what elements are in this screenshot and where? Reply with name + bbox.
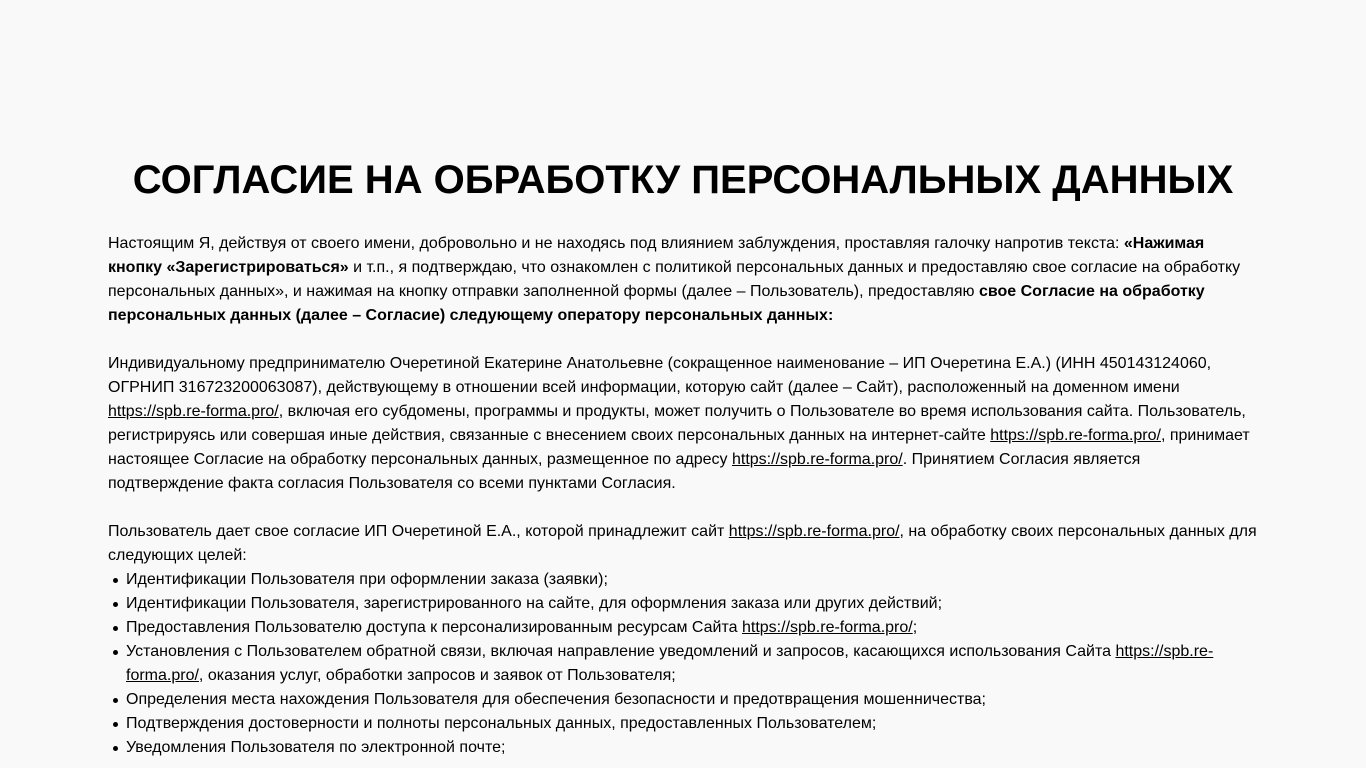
purposes-intro-paragraph: [108, 520, 1260, 568]
list-item-text: Установления с Пользователем обратной связи, включая направление уведомлений и запросов, касающихся использования Сайта: [126, 643, 1116, 660]
list-item-text: ;: [912, 619, 918, 636]
intro-bold-2: свое Согласие на обработку персональных данных (далее – Согласие) следующему оператору персональных данных:: [108, 283, 1205, 324]
operator-text-2: , включая его субдомены, программы и продукты, может получить о Пользователе во время использования сайта. Пользователь, регистрируясь или совершая иные действия, связанные с внесением своих персональных данных на интернет-сайте: [108, 403, 1246, 444]
operator-paragraph: [108, 352, 1260, 496]
intro-text-2: и т.п., я подтверждаю, что ознакомлен с политикой персональных данных и предоставляю свое согласие на обработку персональных данных», и нажимая на кнопку отправки заполненной формы (далее – Пользователь), предоставляю: [108, 259, 1241, 300]
purposes-intro-text-1: Пользователь дает свое согласие ИП Очеретиной Е.А., которой принадлежит сайт: [108, 523, 729, 540]
list-item-text: , оказания услуг, обработки запросов и заявок от Пользователя;: [198, 667, 676, 684]
purposes-intro-text-2: , на обработку своих персональных данных для следующих целей:: [108, 523, 1257, 564]
site-link[interactable]: https://spb.re-forma.pro/: [126, 643, 1214, 684]
intro-text-1: Настоящим Я, действуя от своего имени, добровольно и не находясь под влиянием заблуждения, проставляя галочку напротив текста:: [108, 235, 1124, 252]
list-item: Идентификации Пользователя, зарегистрированного на сайте, для оформления заказа или других действий;: [126, 592, 1260, 616]
intro-bold-1: «Нажимая кнопку «Зарегистрироваться»: [108, 235, 1205, 276]
operator-text-1: Индивидуальному предпринимателю Очеретиной Екатерине Анатольевне (сокращенное наименование – ИП Очеретина Е.А.) (ИНН 450143124060, ОГРНИП 316723200063087), действующему в отношении всей информации, которую сайт (далее – Сайт), расположенный на доменном имени: [108, 355, 1212, 396]
list-item: Идентификации Пользователя при оформлении заказа (заявки);: [126, 568, 1260, 592]
list-item-text: Предоставления Пользователю доступа к персонализированным ресурсам Сайта: [126, 619, 742, 636]
site-link[interactable]: https://spb.re-forma.pro/: [741, 619, 913, 636]
operator-text-3: , принимает настоящее Согласие на обработку персональных данных, размещенное по адресу: [108, 427, 1250, 468]
list-item: [126, 640, 1260, 688]
list-item: Уведомления Пользователя по электронной почте;: [126, 736, 1260, 760]
site-link[interactable]: https://spb.re-forma.pro/: [990, 427, 1161, 444]
list-item: [126, 616, 1260, 640]
site-link[interactable]: https://spb.re-forma.pro/: [108, 403, 279, 420]
site-link[interactable]: https://spb.re-forma.pro/: [731, 451, 903, 468]
purposes-list: [108, 568, 1260, 760]
intro-paragraph: [108, 232, 1260, 328]
consent-body: [108, 232, 1260, 760]
list-item: Определения места нахождения Пользователя для обеспечения безопасности и предотвращения мошенничества;: [126, 688, 1260, 712]
operator-text-4: . Принятием Согласия является подтверждение факта согласия Пользователя со всеми пунктами Согласия.: [108, 451, 1141, 492]
list-item: Подтверждения достоверности и полноты персональных данных, предоставленных Пользователем;: [126, 712, 1260, 736]
page-title: СОГЛАСИЕ НА ОБРАБОТКУ ПЕРСОНАЛЬНЫХ ДАННЫХ: [132, 158, 1234, 202]
site-link[interactable]: https://spb.re-forma.pro/: [728, 523, 900, 540]
